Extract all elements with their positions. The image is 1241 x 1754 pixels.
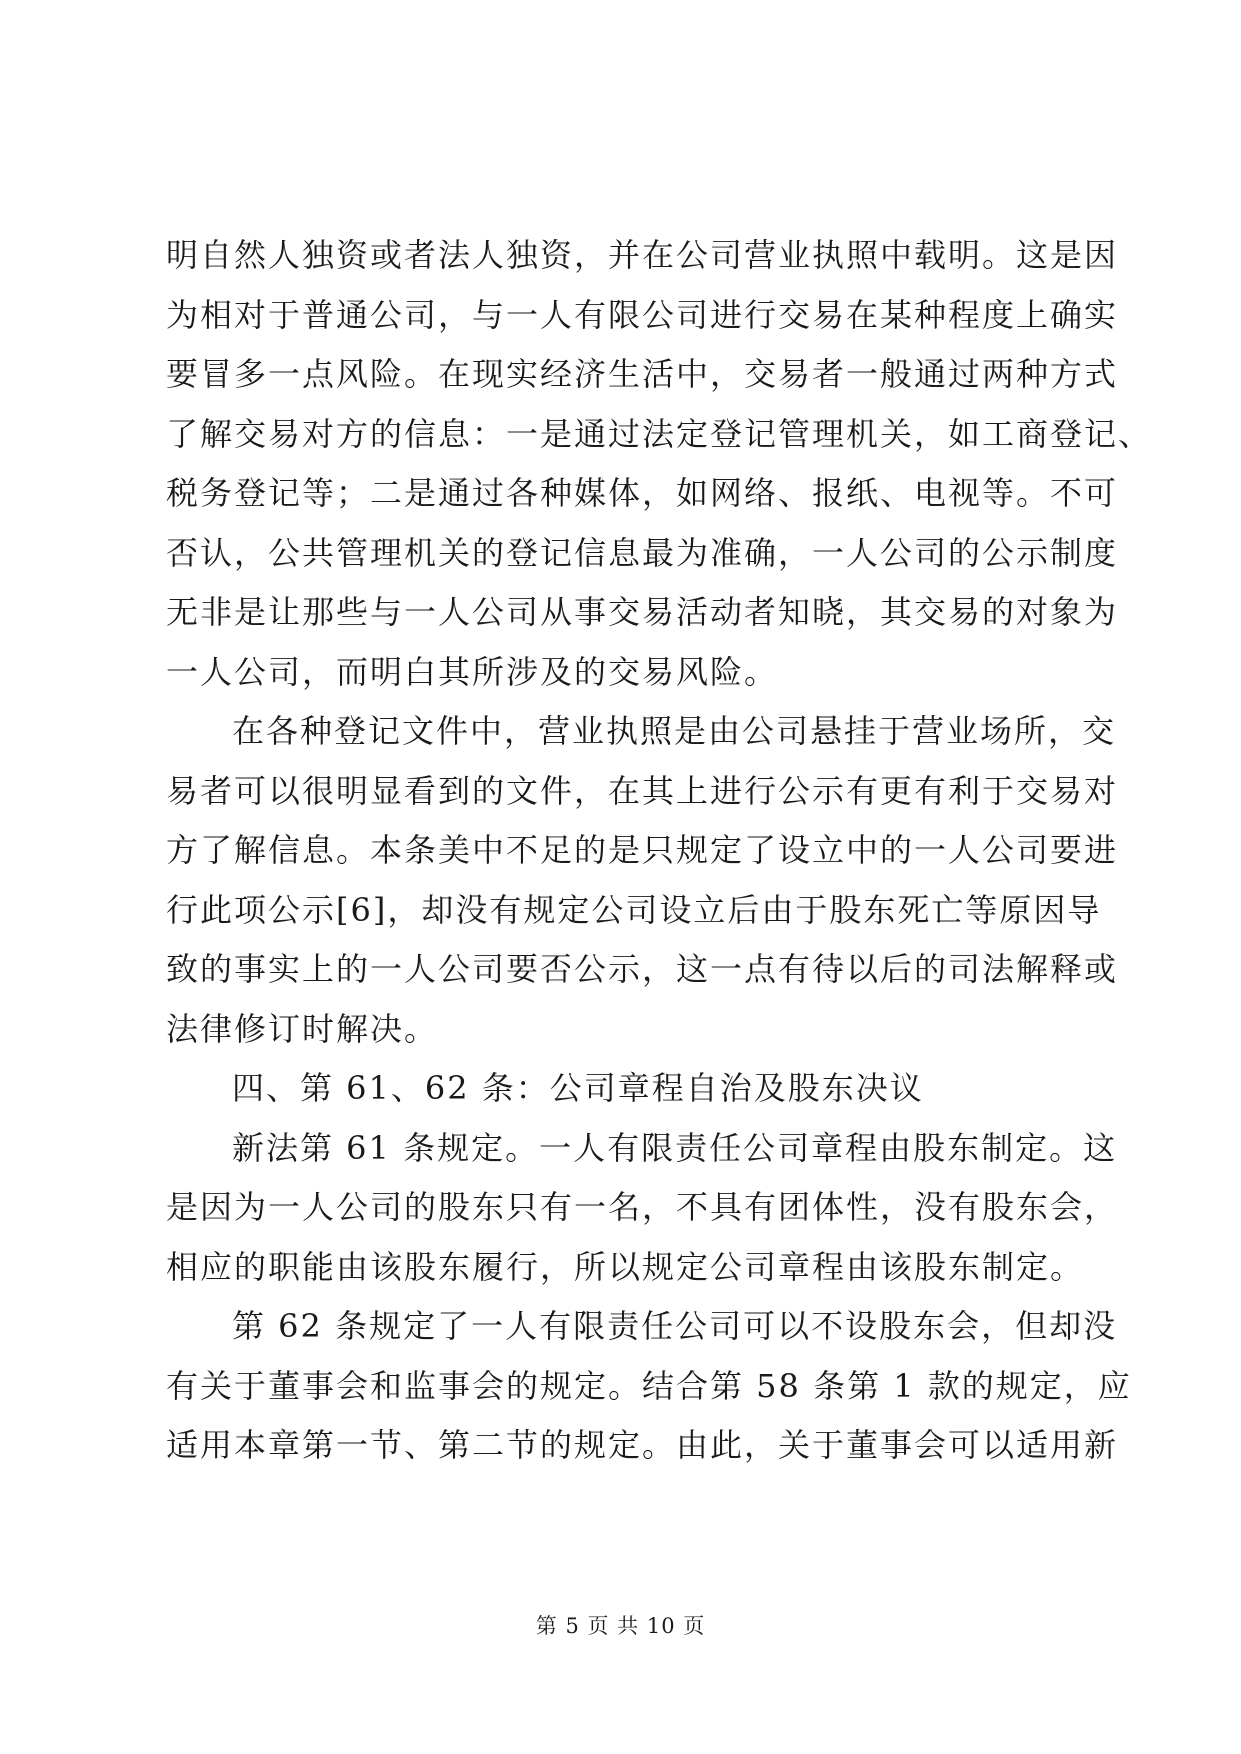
text-line: 致的事实上的一人公司要否公示，这一点有待以后的司法解释或 [166, 950, 1119, 988]
text-line: 一人公司，而明白其所涉及的交易风险。 [166, 652, 779, 691]
text-line: 在各种登记文件中，营业执照是由公司悬挂于营业场所，交 [232, 712, 1117, 750]
text-line: 明自然人独资或者法人独资，并在公司营业执照中载明。这是因 [166, 236, 1119, 274]
body-text [166, 226, 1153, 1476]
text-line: 易者可以很明显看到的文件，在其上进行公示有更有利于交易对 [166, 771, 1119, 810]
text-line: 第 62 条规定了一人有限责任公司可以不设股东会，但却没 [232, 1307, 1118, 1345]
text-line: 相应的职能由该股东履行，所以规定公司章程由该股东制定。 [166, 1247, 1085, 1286]
text-line: 法律修订时解决。 [166, 1009, 439, 1048]
text-line: 否认，公共管理机关的登记信息最为准确，一人公司的公示制度 [166, 533, 1119, 572]
text-line: 税务登记等；二是通过各种媒体，如网络、报纸、电视等。不可 [166, 474, 1119, 512]
text-line: 行此项公示[6]，却没有规定公司设立后由于股东死亡等原因导 [166, 890, 1102, 929]
text-line: 了解交易对方的信息：一是通过法定登记管理机关，如工商登记、 [166, 414, 1153, 453]
text-line: 要冒多一点风险。在现实经济生活中，交易者一般通过两种方式 [166, 355, 1119, 393]
page-footer: 第 5 页 共 10 页 [535, 1614, 706, 1638]
text-line: 四、第 61、62 条：公司章程自治及股东决议 [232, 1069, 924, 1107]
text-line: 有关于董事会和监事会的规定。结合第 58 条第 1 款的规定，应 [166, 1366, 1132, 1405]
text-line: 无非是让那些与一人公司从事交易活动者知晓，其交易的对象为 [166, 593, 1119, 631]
text-line: 是因为一人公司的股东只有一名，不具有团体性，没有股东会， [166, 1188, 1119, 1226]
text-line: 新法第 61 条规定。一人有限责任公司章程由股东制定。这 [232, 1128, 1118, 1167]
text-line: 方了解信息。本条美中不足的是只规定了设立中的一人公司要进 [166, 831, 1119, 869]
text-line: 为相对于普通公司，与一人有限公司进行交易在某种程度上确实 [166, 295, 1119, 334]
text-line: 适用本章第一节、第二节的规定。由此，关于董事会可以适用新 [166, 1426, 1119, 1464]
